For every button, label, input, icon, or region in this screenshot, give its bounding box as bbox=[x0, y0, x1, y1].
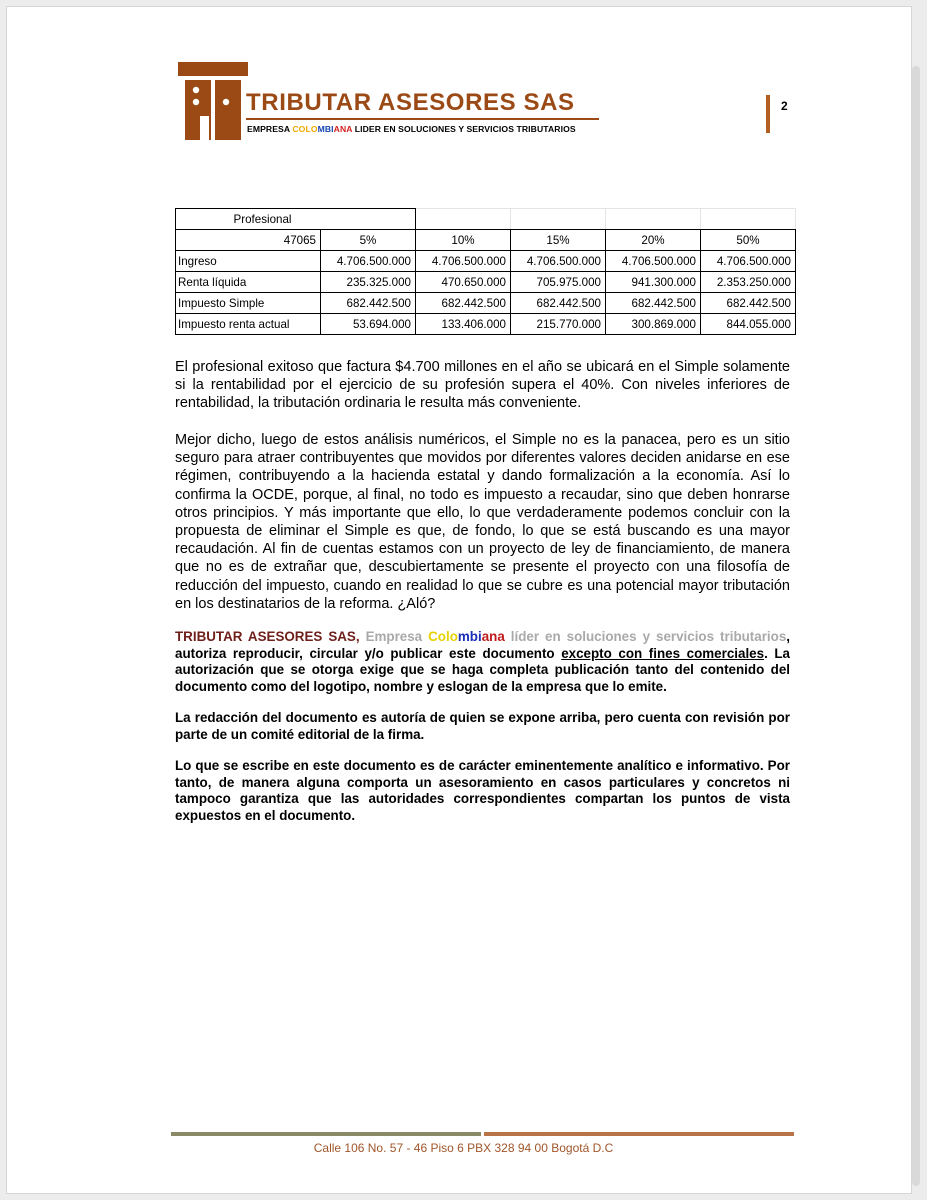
disclaimer-paragraph-1: TRIBUTAR ASESORES SAS, Empresa Colombiana líder en soluciones y servicios tributarios, autoriza reproducir, circular y/o publicar este documento excepto con fines comerciales. La autorización que se otorga exige que se haga completa publicación tanto del contenido del documento como del logotipo, nombre y eslogan de la empresa que lo emite. bbox=[175, 629, 790, 694]
page-number-bar bbox=[766, 95, 770, 133]
row-label: Ingreso bbox=[176, 251, 321, 272]
body-paragraph-1: El profesional exitoso que factura $4.700 millones en el año se ubicará en el Simple solamente si la rentabilidad por el ejercicio de su profesión supera el 40%. Con niveles inferiores de rentabilidad, la tributación ordinaria le resulta más conveniente. bbox=[175, 359, 790, 412]
page-number: 2 bbox=[781, 99, 788, 113]
table-cell: 4.706.500.000 bbox=[701, 251, 796, 272]
disclaimer-brand: TRIBUTAR ASESORES SAS, bbox=[175, 629, 360, 644]
row-label: Impuesto renta actual bbox=[176, 314, 321, 335]
table-cell: 682.442.500 bbox=[511, 293, 606, 314]
scrollbar-thumb[interactable] bbox=[912, 66, 920, 1186]
table-cell: 2.353.250.000 bbox=[701, 272, 796, 293]
table-title: Profesional bbox=[176, 209, 416, 230]
table-header-cell: 15% bbox=[511, 230, 606, 251]
table-cell: 682.442.500 bbox=[701, 293, 796, 314]
table-cell: 705.975.000 bbox=[511, 272, 606, 293]
table-cell: 4.706.500.000 bbox=[606, 251, 701, 272]
table-header-cell: 50% bbox=[701, 230, 796, 251]
table-cell: 4.706.500.000 bbox=[511, 251, 606, 272]
table-cell: 682.442.500 bbox=[416, 293, 511, 314]
footer-address: Calle 106 No. 57 - 46 Piso 6 PBX 328 94 00 Bogotá D.C bbox=[313, 1141, 614, 1155]
company-slogan: EMPRESA COLOMBIANA LIDER EN SOLUCIONES Y SERVICIOS TRIBUTARIOS bbox=[247, 124, 576, 134]
table-cell: 941.300.000 bbox=[606, 272, 701, 293]
disclaimer-paragraph-2: La redacción del documento es autoría de quien se expone arriba, pero cuenta con revisión por parte de un comité editorial de la firma. bbox=[175, 710, 790, 742]
row-label: Renta líquida bbox=[176, 272, 321, 293]
table-header-cell: 5% bbox=[321, 230, 416, 251]
profesional-table bbox=[175, 208, 796, 335]
table-cell: 844.055.000 bbox=[701, 314, 796, 335]
footer-rule-left bbox=[171, 1132, 481, 1136]
table-cell: 53.694.000 bbox=[321, 314, 416, 335]
table-header-cell: 47065 bbox=[176, 230, 321, 251]
table-cell: 133.406.000 bbox=[416, 314, 511, 335]
table-title-row bbox=[176, 209, 796, 230]
company-logo bbox=[171, 56, 251, 142]
table-header-cell: 10% bbox=[416, 230, 511, 251]
table-cell: 682.442.500 bbox=[606, 293, 701, 314]
table-cell: 682.442.500 bbox=[321, 293, 416, 314]
table-cell: 470.650.000 bbox=[416, 272, 511, 293]
disclaimer-paragraph-3: Lo que se escribe en este documento es de carácter eminentemente analítico e informativo. Por tanto, de manera alguna comporta un asesoramiento en casos particulares y concretos ni tampoco garantiza que las autoridades correspondientes compartan los puntos de vista expuestos en el documento. bbox=[175, 758, 790, 823]
table-cell: 300.869.000 bbox=[606, 314, 701, 335]
company-name: TRIBUTAR ASESORES SAS bbox=[246, 89, 575, 116]
table-cell: 215.770.000 bbox=[511, 314, 606, 335]
body-paragraph-2: Mejor dicho, luego de estos análisis numéricos, el Simple no es la panacea, pero es un sitio seguro para atraer contribuyentes que movidos por diferentes valores deciden anidarse en ese régimen, contribuyendo a la hacienda estatal y dando formalización a la economía. Así lo confirma la OCDE, porque, al final, no todo es impuesto a recaudar, sino que deben honrarse otros principios. Y más importante que ello, lo que verdaderamente podemos concluir con la propuesta de eliminar el Simple es que, de fondo, lo que se está buscando es una mayor recaudación. Al fin de cuentas estamos con un proyecto de ley de financiamiento, de manera que no es de extrañar que, descubiertamente se presente el proyecto con una filosofía de reducción del impuesto, cuando en realidad lo que se cubre es una potencial mayor tributación en los destinatarios de la reforma. ¿Aló? bbox=[175, 432, 790, 612]
table-row bbox=[176, 314, 796, 335]
table-row bbox=[176, 272, 796, 293]
table-row bbox=[176, 293, 796, 314]
company-name-underline bbox=[246, 118, 599, 120]
table-header-row bbox=[176, 230, 796, 251]
table-cell: 4.706.500.000 bbox=[321, 251, 416, 272]
table-row bbox=[176, 251, 796, 272]
footer-rule-right bbox=[484, 1132, 794, 1136]
row-label: Impuesto Simple bbox=[176, 293, 321, 314]
table-cell: 235.325.000 bbox=[321, 272, 416, 293]
table-cell: 4.706.500.000 bbox=[416, 251, 511, 272]
table-header-cell: 20% bbox=[606, 230, 701, 251]
